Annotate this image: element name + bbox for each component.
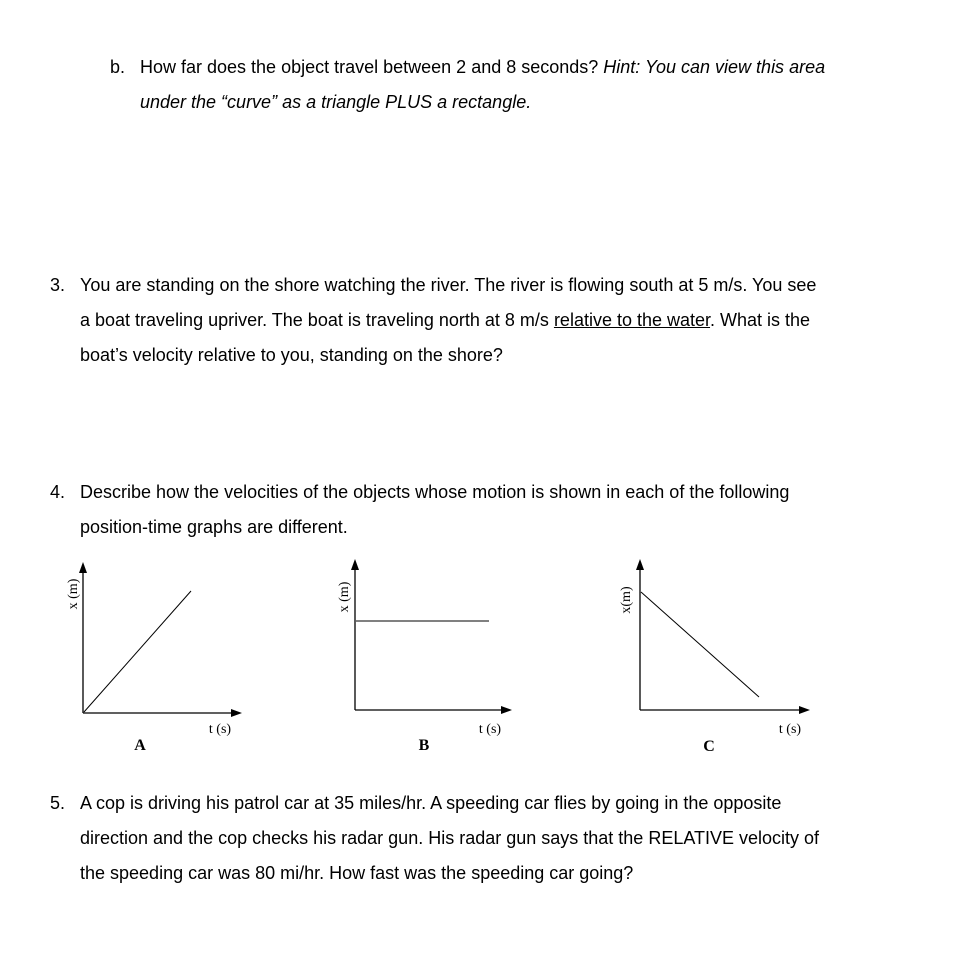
question-4-line2: position-time graphs are different.: [80, 517, 348, 537]
graph-a-y-arrow: [79, 562, 87, 573]
graph-b-x-arrow: [501, 706, 512, 714]
question-b-text: How far does the object travel between 2 and 8 seconds?: [140, 57, 604, 77]
question-5-line3: the speeding car was 80 mi/hr. How fast was the speeding car going?: [80, 863, 634, 883]
graph-a: [66, 562, 242, 754]
question-b: [110, 50, 910, 120]
relative-to-water-underlined: relative to the water: [553, 310, 711, 330]
question-b-line2: [140, 85, 531, 120]
question-3-line3: boat’s velocity relative to you, standing on the shore?: [80, 345, 503, 365]
graph-b-y-arrow: [351, 559, 359, 570]
question-b-hint-part2: under the “curve” as a triangle PLUS a rectangle.: [140, 92, 532, 112]
graph-c: [619, 559, 810, 755]
question-3-line2-end: . What is the: [710, 310, 811, 330]
question-5-number: 5.: [50, 793, 66, 813]
question-3-number: 3.: [50, 275, 66, 295]
question-5-line2: direction and the cop checks his radar gun. His radar gun says that the RELATIVE velocity of: [80, 828, 820, 848]
graph-a-y-label: x (m): [66, 578, 81, 610]
graph-b-y-label: x (m): [337, 581, 352, 613]
graph-b-label: B: [418, 737, 430, 754]
question-3-line1: You are standing on the shore watching the river. The river is flowing south at 5 m/s. You see: [80, 275, 817, 295]
graph-c-y-label: x(m): [619, 586, 634, 614]
graph-c-x-label: t (s): [778, 722, 802, 737]
graph-c-line: [641, 592, 759, 697]
graph-c-y-arrow: [636, 559, 644, 570]
graph-a-label: A: [134, 737, 146, 754]
question-b-hint-part1: Hint: You can view this area: [603, 57, 826, 77]
question-4: [50, 475, 930, 545]
graph-b-x-label: t (s): [478, 722, 502, 737]
graph-c-x-arrow: [799, 706, 810, 714]
graph-b: [337, 559, 512, 754]
question-b-marker: b.: [110, 57, 126, 77]
question-4-line1: Describe how the velocities of the objects whose motion is shown in each of the following: [80, 482, 790, 502]
question-3: [50, 268, 930, 373]
graph-a-x-arrow: [231, 709, 242, 717]
question-3-line2: [80, 303, 810, 338]
question-5-line1: A cop is driving his patrol car at 35 miles/hr. A speeding car flies by going in the opposite: [80, 793, 782, 813]
question-3-line2-start: a boat traveling upriver. The boat is traveling north at 8 m/s: [80, 310, 554, 330]
question-5: [50, 786, 930, 891]
question-4-number: 4.: [50, 482, 66, 502]
graph-c-label: C: [703, 738, 715, 755]
question-b-line1: [140, 50, 825, 85]
graph-a-x-label: t (s): [208, 722, 232, 737]
graph-a-line: [84, 591, 191, 712]
